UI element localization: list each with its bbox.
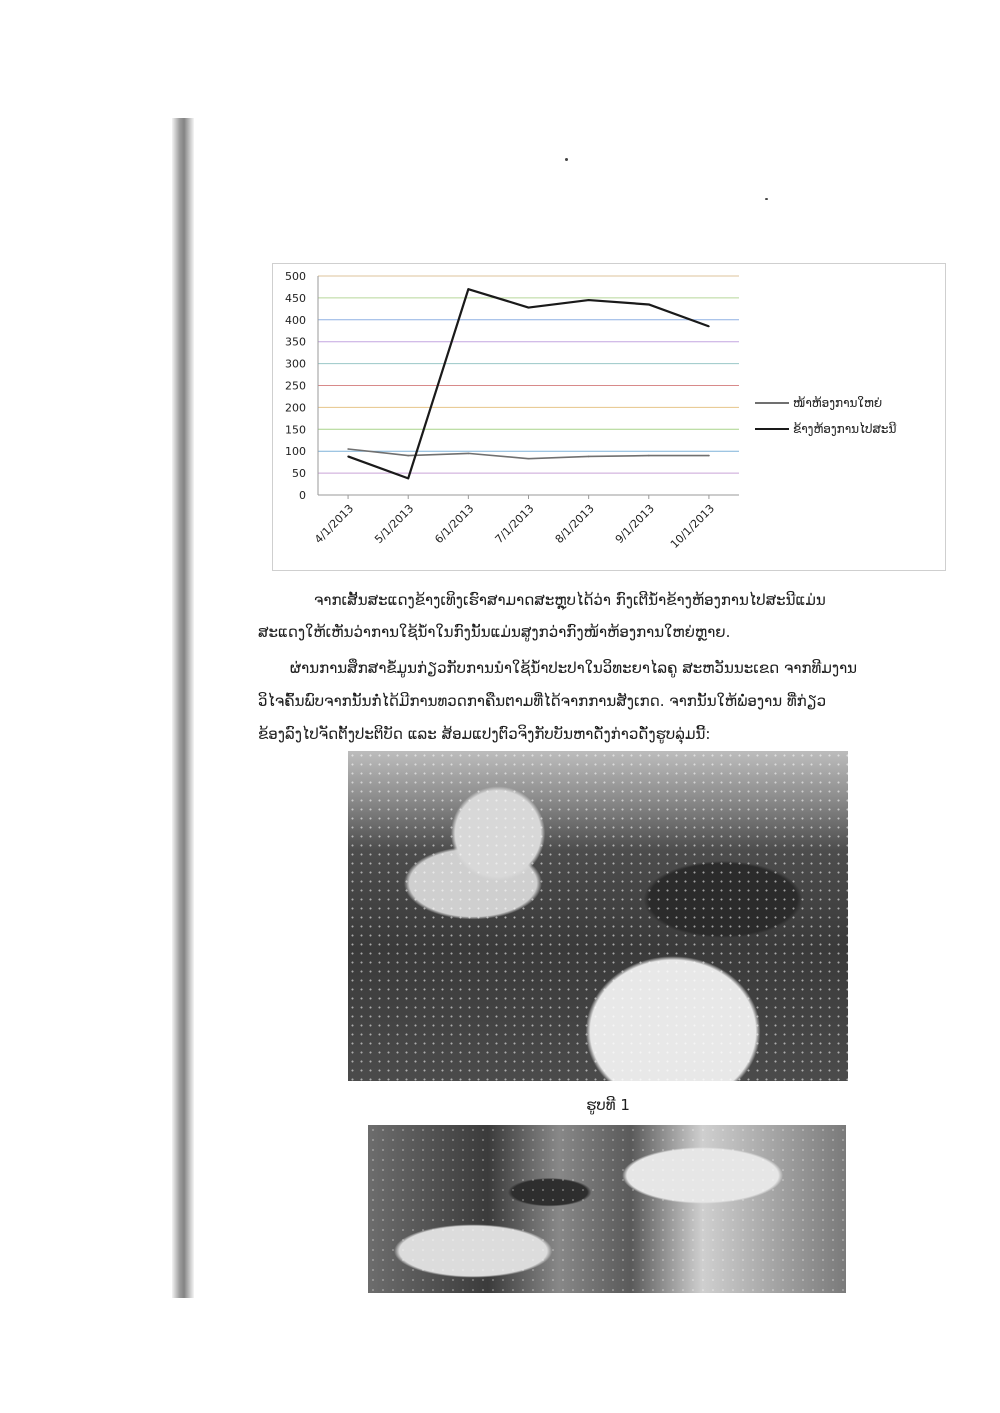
scan-speck bbox=[565, 158, 568, 161]
data-point bbox=[588, 456, 590, 458]
y-tick-label: 150 bbox=[285, 423, 306, 437]
data-point bbox=[468, 453, 470, 455]
paragraph-2-line-1: ຜ່ານການສຶກສາຂໍ້ມູນກ່ຽວກັບການນຳໃຊ້ນ້ຳປະປາໃນວິທະຍາໄລຄູ ສະຫວັນນະເຂດ ຈາກທີມງານ bbox=[290, 659, 858, 677]
x-tick-label: 6/1/2013 bbox=[432, 501, 477, 547]
x-tick-label: 7/1/2013 bbox=[492, 501, 537, 547]
data-point bbox=[468, 288, 470, 290]
series-line-1 bbox=[348, 449, 709, 459]
data-point bbox=[347, 448, 349, 450]
data-point bbox=[708, 326, 710, 328]
scan-speck bbox=[765, 198, 768, 200]
legend-swatch-series-2 bbox=[755, 428, 789, 430]
data-point bbox=[347, 456, 349, 458]
y-tick-label: 350 bbox=[285, 335, 306, 349]
y-tick-label: 200 bbox=[285, 401, 306, 415]
data-point bbox=[588, 299, 590, 301]
y-tick-label: 300 bbox=[285, 357, 306, 371]
legend-label-series-1: ໜ້າຫ້ອງການໃຫຍ່ bbox=[793, 396, 883, 410]
x-tick-label: 4/1/2013 bbox=[312, 501, 357, 547]
data-point bbox=[708, 455, 710, 457]
line-chart bbox=[272, 263, 946, 571]
paragraph-2-line-2: ວິໄຈຄົ້ນພົບຈາກນັ້ນກໍ່ໄດ້ມີການທວດກາຄືນຕາມທີ່ໄດ້ຈາກການສັງເກດ. ຈາກນັ້ນໃຫ້ພໍ່ອງານ ທີ່ກ່ຽວ bbox=[258, 692, 827, 710]
y-tick-label: 50 bbox=[292, 467, 306, 481]
chart-legend bbox=[755, 390, 896, 442]
data-point bbox=[407, 478, 409, 480]
legend-entry bbox=[755, 416, 896, 442]
y-tick-label: 100 bbox=[285, 445, 306, 459]
y-tick-label: 250 bbox=[285, 379, 306, 393]
y-tick-label: 0 bbox=[299, 489, 306, 502]
paragraph-1-line-2: ສະແດງໃຫ້ເຫັນວ່າການໃຊ້ນ້ຳໃນກົງນັ້ນແມ່ນສູງກວ່າກົງໜ້າຫ້ອງການໃຫຍ່ຫຼາຍ. bbox=[258, 623, 731, 641]
paragraph-2-line-3: ຂ້ອງລົງໄປຈັດຕັ້ງປະຕິບັດ ແລະ ສ້ອມແປງຕົວຈິງກັບບັນຫາດັ່ງກ່າວດັ່ງຮູບລຸ່ມນີ້: bbox=[258, 725, 711, 743]
paragraph-1-line-1: ຈາກເສັ້ນສະແດງຂ້າງເທິງເຮົາສາມາດສະຫຼຸບໄດ້ວ່າ ກົງເຕີນ້ຳຂ້າງຫ້ອງການໄປສະນີແມ່ນ bbox=[314, 591, 826, 609]
data-point bbox=[528, 458, 530, 460]
photo-1-caption: ຮູບທີ 1 bbox=[586, 1096, 630, 1114]
x-tick-label: 5/1/2013 bbox=[372, 501, 417, 547]
data-point bbox=[648, 455, 650, 457]
binding-shadow bbox=[172, 118, 194, 1298]
legend-swatch-series-1 bbox=[755, 402, 789, 404]
series-line-2 bbox=[348, 289, 709, 478]
y-tick-label: 500 bbox=[285, 270, 306, 283]
photo-workers-at-water-tap bbox=[368, 1125, 846, 1293]
data-point bbox=[648, 304, 650, 306]
x-tick-label: 9/1/2013 bbox=[612, 501, 657, 547]
data-point bbox=[407, 455, 409, 457]
legend-entry bbox=[755, 390, 896, 416]
x-tick-label: 10/1/2013 bbox=[667, 501, 718, 552]
y-tick-label: 450 bbox=[285, 291, 306, 305]
data-point bbox=[528, 307, 530, 309]
legend-label-series-2: ຂ້າງຫ້ອງການໄປສະນີ bbox=[793, 422, 897, 436]
photo-workers-repairing-pipe bbox=[348, 751, 848, 1081]
y-tick-label: 400 bbox=[285, 313, 306, 327]
x-tick-label: 8/1/2013 bbox=[552, 501, 597, 547]
